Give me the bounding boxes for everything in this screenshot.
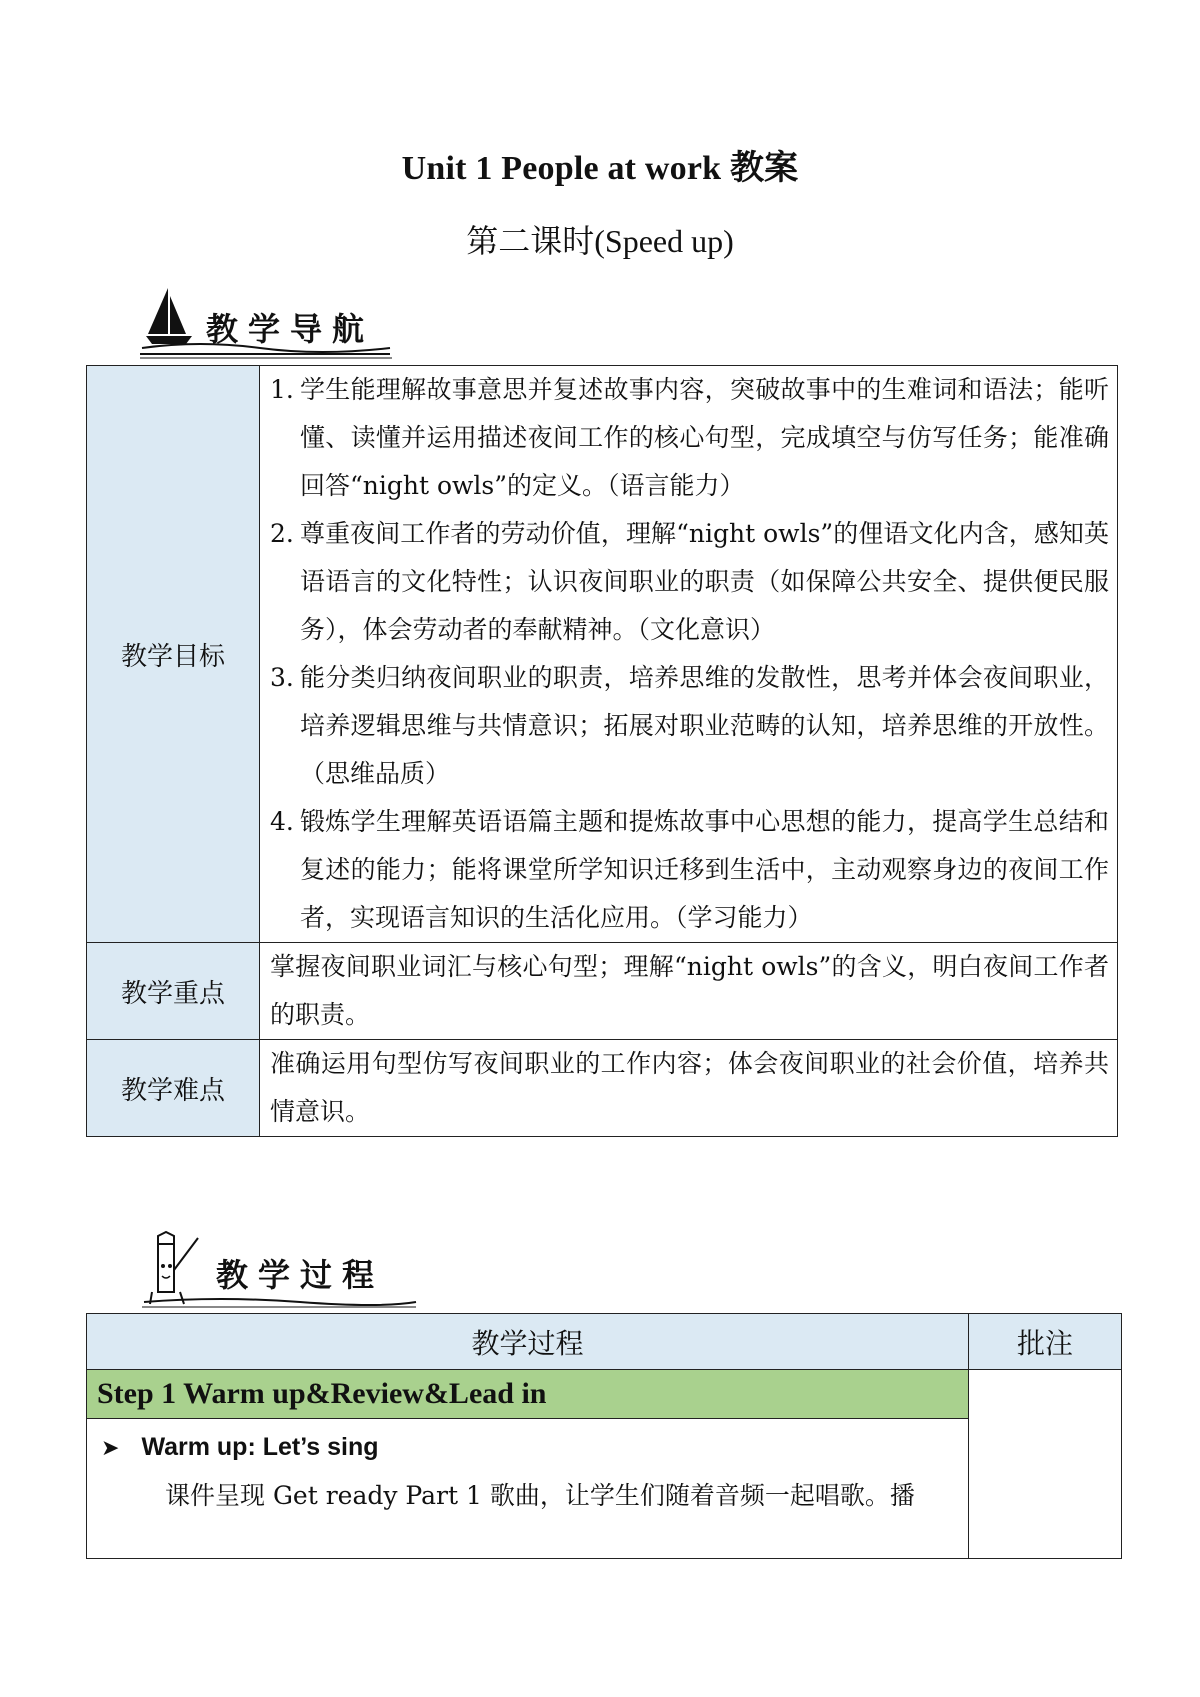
process-banner — [140, 1230, 420, 1310]
difficult-points-label: 教学难点 — [87, 1040, 260, 1137]
objective-text: 能分类归纳夜间职业的职责，培养思维的发散性，思考并体会夜间职业，培养逻辑思维与共情意识；拓展对职业范畴的认知，培养思维的开放性。（思维品质） — [300, 663, 1109, 788]
document-title: Unit 1 People at work 教案 — [401, 150, 799, 187]
objective-number: 4. — [270, 807, 294, 836]
objectives-row — [87, 366, 1118, 943]
arrow-bullet-icon: ➤ — [101, 1434, 120, 1460]
objectives-label: 教学目标 — [87, 366, 260, 943]
objective-number: 1. — [270, 375, 294, 404]
lesson-subtitle: 第二课时(Speed up) — [466, 223, 734, 259]
objective-number: 2. — [270, 519, 294, 548]
objective-item — [270, 654, 1109, 798]
objective-item — [270, 366, 1109, 510]
objective-text: 锻炼学生理解英语语篇主题和提炼故事中心思想的能力，提高学生总结和复述的能力；能将课堂所学知识迁移到生活中，主动观察身边的夜间工作者，实现语言知识的生活化应用。（学习能力） — [300, 807, 1109, 932]
key-points-label: 教学重点 — [87, 943, 260, 1040]
step-row — [87, 1370, 1122, 1419]
step-detail-row — [87, 1419, 1122, 1559]
notes-column-header: 批注 — [969, 1314, 1122, 1370]
guide-banner — [140, 282, 400, 362]
warmup-heading — [101, 1433, 958, 1462]
objective-number: 3. — [270, 663, 294, 692]
notes-cell — [969, 1370, 1122, 1559]
warmup-heading-text: Warm up: Let’s sing — [141, 1433, 379, 1461]
key-points-row — [87, 943, 1118, 1040]
process-column-header: 教学过程 — [87, 1314, 969, 1370]
objective-item — [270, 798, 1109, 942]
objective-item — [270, 510, 1109, 654]
step-1-detail — [87, 1419, 969, 1559]
difficult-points-row — [87, 1040, 1118, 1137]
objective-text: 学生能理解故事意思并复述故事内容，突破故事中的生难词和语法；能听懂、读懂并运用描述夜间工作的核心句型，完成填空与仿写任务；能准确回答“night owls”的定义。（语言能力） — [300, 375, 1109, 500]
key-points-text: 掌握夜间职业词汇与核心句型；理解“night owls”的含义，明白夜间工作者的职责。 — [260, 943, 1118, 1040]
process-header-row — [87, 1314, 1122, 1370]
objectives-cell — [260, 366, 1118, 943]
objective-text: 尊重夜间工作者的劳动价值，理解“night owls”的俚语文化内含，感知英语语言的文化特性；认识夜间职业的职责（如保障公共安全、提供便民服务），体会劳动者的奉献精神。（文化意识） — [300, 519, 1109, 644]
step-1-title: Step 1 Warm up&Review&Lead in — [87, 1370, 969, 1419]
difficult-points-text: 准确运用句型仿写夜间职业的工作内容；体会夜间职业的社会价值，培养共情意识。 — [260, 1040, 1118, 1137]
warmup-paragraph: 课件呈现 Get ready Part 1 歌曲，让学生们随着音频一起唱歌。播 — [165, 1481, 915, 1510]
teaching-process-table — [86, 1313, 1122, 1559]
guide-banner-label: 教学导航 — [206, 310, 375, 348]
process-banner-label: 教学过程 — [216, 1256, 385, 1294]
teaching-guide-table — [86, 365, 1118, 1137]
